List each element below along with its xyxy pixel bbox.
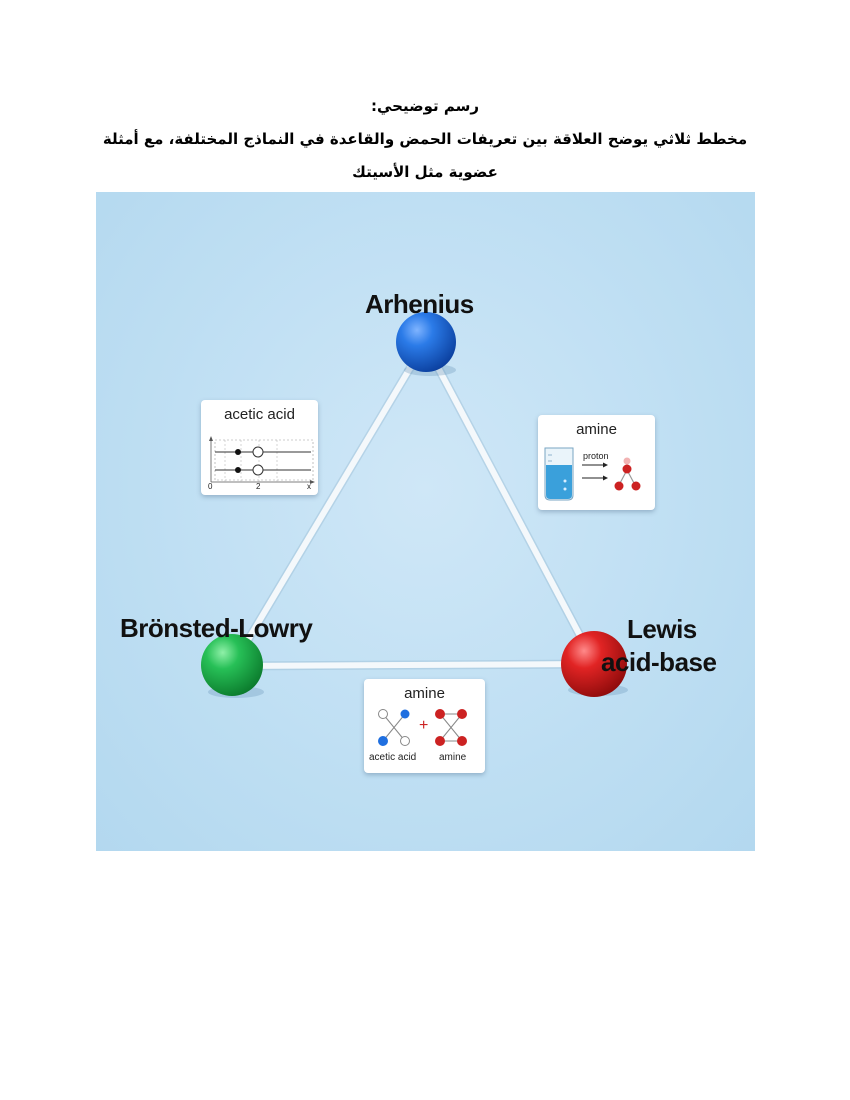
- caption-heading: رسم توضيحي:: [370, 97, 479, 115]
- arrhenius-node-ball: [396, 312, 456, 372]
- bronsted-node-ball: [201, 634, 263, 696]
- node-label-bronsted-lowry: Brönsted-Lowry: [120, 613, 313, 643]
- molecule-label-right: amine: [439, 752, 467, 763]
- arrow-label: proton: [583, 451, 609, 461]
- rod-bottom: [233, 664, 594, 666]
- axis-tick-label: x: [307, 482, 311, 491]
- molecule-label-left: acetic acid: [369, 752, 417, 763]
- card-acetic-acid: [201, 400, 318, 495]
- card-acetic-acid-plus-amine: [364, 679, 485, 773]
- plus-operator: +: [419, 717, 429, 734]
- card-title: acetic acid: [224, 406, 295, 423]
- graph-icon: [201, 400, 318, 495]
- beaker-reaction-icon: [538, 415, 655, 510]
- card-amine-proton: [538, 415, 655, 510]
- caption-line: مخطط ثلاثي يوضح العلاقة بين تعريفات الحمض والقاعدة في النماذج المختلفة، مع أمثلة عضوية مثل الأسيتك: [102, 130, 748, 181]
- node-label-lewis: Lewis: [627, 614, 697, 644]
- axis-tick-label: 0: [208, 482, 213, 491]
- card-title: amine: [404, 685, 445, 702]
- node-label-acid-base: acid-base: [601, 647, 717, 677]
- axis-tick-label: 2: [256, 482, 261, 491]
- acid-base-triangle-diagram: [96, 192, 755, 851]
- card-title: amine: [576, 421, 617, 438]
- node-label-arrhenius: Arhenius: [365, 289, 474, 319]
